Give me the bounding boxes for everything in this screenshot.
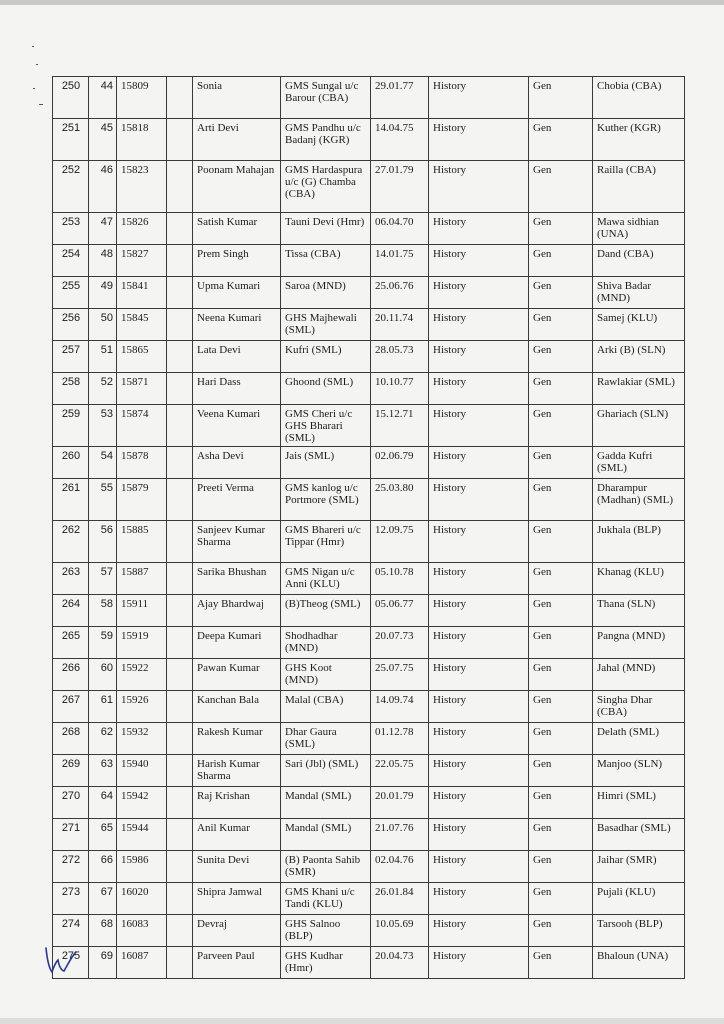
employee-code-cell: 15911	[117, 595, 167, 627]
teacher-name-cell: Pawan Kumar	[193, 659, 281, 691]
subject-cell: History	[429, 851, 529, 883]
employee-code-cell: 15932	[117, 723, 167, 755]
table-row	[53, 787, 685, 819]
table-row	[53, 595, 685, 627]
employee-code-cell: 15826	[117, 213, 167, 245]
blank-cell	[167, 309, 193, 341]
employee-code-cell: 15922	[117, 659, 167, 691]
school-cell: Saroa (MND)	[281, 277, 371, 309]
serial-number-cell: 272	[53, 851, 89, 883]
subject-cell: History	[429, 755, 529, 787]
school-cell: (B)Theog (SML)	[281, 595, 371, 627]
school-cell: Kufri (SML)	[281, 341, 371, 373]
serial-number-cell: 273	[53, 883, 89, 915]
row-number-cell: 59	[89, 627, 117, 659]
subject-cell: History	[429, 341, 529, 373]
date-of-birth-cell: 28.05.73	[371, 341, 429, 373]
employee-code-cell: 15940	[117, 755, 167, 787]
table-row	[53, 723, 685, 755]
teacher-name-cell: Preeti Verma	[193, 479, 281, 521]
row-number-cell: 54	[89, 447, 117, 479]
scan-top-edge	[0, 0, 724, 5]
teacher-name-cell: Satish Kumar	[193, 213, 281, 245]
subject-cell: History	[429, 723, 529, 755]
serial-number-cell: 252	[53, 161, 89, 213]
blank-cell	[167, 373, 193, 405]
blank-cell	[167, 755, 193, 787]
row-number-cell: 60	[89, 659, 117, 691]
category-cell: Gen	[529, 851, 593, 883]
posting-place-cell: Ghariach (SLN)	[593, 405, 685, 447]
teacher-name-cell: Kanchan Bala	[193, 691, 281, 723]
table-row	[53, 479, 685, 521]
employee-code-cell: 15865	[117, 341, 167, 373]
blank-cell	[167, 119, 193, 161]
blank-cell	[167, 787, 193, 819]
row-number-cell: 65	[89, 819, 117, 851]
posting-place-cell: Pangna (MND)	[593, 627, 685, 659]
date-of-birth-cell: 05.10.78	[371, 563, 429, 595]
category-cell: Gen	[529, 563, 593, 595]
employee-code-cell: 15809	[117, 77, 167, 119]
row-number-cell: 50	[89, 309, 117, 341]
teacher-name-cell: Asha Devi	[193, 447, 281, 479]
serial-number-cell: 271	[53, 819, 89, 851]
row-number-cell: 56	[89, 521, 117, 563]
serial-number-cell: 274	[53, 915, 89, 947]
subject-cell: History	[429, 915, 529, 947]
subject-cell: History	[429, 161, 529, 213]
blank-cell	[167, 521, 193, 563]
employee-code-cell: 15942	[117, 787, 167, 819]
teacher-name-cell: Devraj	[193, 915, 281, 947]
date-of-birth-cell: 02.04.76	[371, 851, 429, 883]
table-row	[53, 405, 685, 447]
posting-place-cell: Jaihar (SMR)	[593, 851, 685, 883]
school-cell: Tauni Devi (Hmr)	[281, 213, 371, 245]
subject-cell: History	[429, 309, 529, 341]
category-cell: Gen	[529, 405, 593, 447]
scan-bottom-edge	[0, 1018, 724, 1024]
blank-cell	[167, 691, 193, 723]
employee-code-cell: 16083	[117, 915, 167, 947]
table-row	[53, 659, 685, 691]
school-cell: Tissa (CBA)	[281, 245, 371, 277]
subject-cell: History	[429, 819, 529, 851]
serial-number-cell: 257	[53, 341, 89, 373]
blank-cell	[167, 563, 193, 595]
date-of-birth-cell: 21.07.76	[371, 819, 429, 851]
employee-code-cell: 15878	[117, 447, 167, 479]
table-row	[53, 915, 685, 947]
teacher-name-cell: Sanjeev Kumar Sharma	[193, 521, 281, 563]
category-cell: Gen	[529, 309, 593, 341]
serial-number-cell: 251	[53, 119, 89, 161]
blank-cell	[167, 245, 193, 277]
school-cell: GHS Koot (MND)	[281, 659, 371, 691]
employee-code-cell: 15823	[117, 161, 167, 213]
serial-number-cell: 260	[53, 447, 89, 479]
category-cell: Gen	[529, 277, 593, 309]
subject-cell: History	[429, 521, 529, 563]
school-cell: GHS Salnoo (BLP)	[281, 915, 371, 947]
date-of-birth-cell: 20.01.79	[371, 787, 429, 819]
employee-code-cell: 15986	[117, 851, 167, 883]
table-row	[53, 245, 685, 277]
row-number-cell: 69	[89, 947, 117, 979]
table-row	[53, 563, 685, 595]
serial-number-cell: 266	[53, 659, 89, 691]
teacher-name-cell: Upma Kumari	[193, 277, 281, 309]
category-cell: Gen	[529, 245, 593, 277]
table-row	[53, 755, 685, 787]
category-cell: Gen	[529, 213, 593, 245]
row-number-cell: 44	[89, 77, 117, 119]
posting-place-cell: Thana (SLN)	[593, 595, 685, 627]
category-cell: Gen	[529, 595, 593, 627]
table-row	[53, 691, 685, 723]
category-cell: Gen	[529, 521, 593, 563]
category-cell: Gen	[529, 341, 593, 373]
category-cell: Gen	[529, 373, 593, 405]
table-row	[53, 851, 685, 883]
table-row	[53, 309, 685, 341]
category-cell: Gen	[529, 627, 593, 659]
posting-place-cell: Gadda Kufri (SML)	[593, 447, 685, 479]
school-cell: GMS kanlog u/c Portmore (SML)	[281, 479, 371, 521]
teacher-name-cell: Sonia	[193, 77, 281, 119]
date-of-birth-cell: 12.09.75	[371, 521, 429, 563]
employee-code-cell: 15885	[117, 521, 167, 563]
blank-cell	[167, 915, 193, 947]
date-of-birth-cell: 20.11.74	[371, 309, 429, 341]
row-number-cell: 46	[89, 161, 117, 213]
subject-cell: History	[429, 245, 529, 277]
serial-number-cell: 258	[53, 373, 89, 405]
teacher-name-cell: Veena Kumari	[193, 405, 281, 447]
date-of-birth-cell: 06.04.70	[371, 213, 429, 245]
date-of-birth-cell: 14.04.75	[371, 119, 429, 161]
subject-cell: History	[429, 787, 529, 819]
table-row	[53, 341, 685, 373]
date-of-birth-cell: 02.06.79	[371, 447, 429, 479]
teacher-name-cell: Shipra Jamwal	[193, 883, 281, 915]
serial-number-cell: 255	[53, 277, 89, 309]
row-number-cell: 55	[89, 479, 117, 521]
blank-cell	[167, 77, 193, 119]
row-number-cell: 53	[89, 405, 117, 447]
blank-cell	[167, 213, 193, 245]
posting-place-cell: Jukhala (BLP)	[593, 521, 685, 563]
subject-cell: History	[429, 659, 529, 691]
teacher-name-cell: Hari Dass	[193, 373, 281, 405]
blank-cell	[167, 479, 193, 521]
employee-code-cell: 15879	[117, 479, 167, 521]
blank-cell	[167, 659, 193, 691]
school-cell: Mandal (SML)	[281, 819, 371, 851]
employee-code-cell: 15874	[117, 405, 167, 447]
row-number-cell: 47	[89, 213, 117, 245]
date-of-birth-cell: 20.04.73	[371, 947, 429, 979]
posting-place-cell: Kuther (KGR)	[593, 119, 685, 161]
posting-place-cell: Himri (SML)	[593, 787, 685, 819]
serial-number-cell: 262	[53, 521, 89, 563]
school-cell: GMS Nigan u/c Anni (KLU)	[281, 563, 371, 595]
school-cell: Mandal (SML)	[281, 787, 371, 819]
subject-cell: History	[429, 373, 529, 405]
blank-cell	[167, 277, 193, 309]
school-cell: GMS Pandhu u/c Badanj (KGR)	[281, 119, 371, 161]
table-row	[53, 77, 685, 119]
row-number-cell: 63	[89, 755, 117, 787]
category-cell: Gen	[529, 947, 593, 979]
subject-cell: History	[429, 77, 529, 119]
blank-cell	[167, 595, 193, 627]
posting-place-cell: Singha Dhar (CBA)	[593, 691, 685, 723]
subject-cell: History	[429, 119, 529, 161]
school-cell: Ghoond (SML)	[281, 373, 371, 405]
subject-cell: History	[429, 627, 529, 659]
employee-code-cell: 15827	[117, 245, 167, 277]
serial-number-cell: 259	[53, 405, 89, 447]
serial-number-cell: 268	[53, 723, 89, 755]
teacher-name-cell: Deepa Kumari	[193, 627, 281, 659]
serial-number-cell: 270	[53, 787, 89, 819]
row-number-cell: 61	[89, 691, 117, 723]
teacher-name-cell: Rakesh Kumar	[193, 723, 281, 755]
employee-code-cell: 15841	[117, 277, 167, 309]
school-cell: GHS Kudhar (Hmr)	[281, 947, 371, 979]
row-number-cell: 57	[89, 563, 117, 595]
serial-number-cell: 275	[53, 947, 89, 979]
category-cell: Gen	[529, 447, 593, 479]
row-number-cell: 67	[89, 883, 117, 915]
blank-cell	[167, 883, 193, 915]
date-of-birth-cell: 27.01.79	[371, 161, 429, 213]
posting-place-cell: Chobia (CBA)	[593, 77, 685, 119]
date-of-birth-cell: 22.05.75	[371, 755, 429, 787]
school-cell: GMS Sungal u/c Barour (CBA)	[281, 77, 371, 119]
subject-cell: History	[429, 691, 529, 723]
category-cell: Gen	[529, 479, 593, 521]
date-of-birth-cell: 29.01.77	[371, 77, 429, 119]
posting-place-cell: Shiva Badar (MND)	[593, 277, 685, 309]
posting-place-cell: Arki (B) (SLN)	[593, 341, 685, 373]
serial-number-cell: 267	[53, 691, 89, 723]
blank-cell	[167, 627, 193, 659]
category-cell: Gen	[529, 755, 593, 787]
subject-cell: History	[429, 479, 529, 521]
subject-cell: History	[429, 277, 529, 309]
serial-number-cell: 256	[53, 309, 89, 341]
category-cell: Gen	[529, 161, 593, 213]
row-number-cell: 49	[89, 277, 117, 309]
blank-cell	[167, 405, 193, 447]
row-number-cell: 66	[89, 851, 117, 883]
table-row	[53, 819, 685, 851]
posting-place-cell: Delath (SML)	[593, 723, 685, 755]
row-number-cell: 52	[89, 373, 117, 405]
school-cell: Malal (CBA)	[281, 691, 371, 723]
teacher-name-cell: Prem Singh	[193, 245, 281, 277]
posting-place-cell: Rawlakiar (SML)	[593, 373, 685, 405]
date-of-birth-cell: 01.12.78	[371, 723, 429, 755]
posting-place-cell: Tarsooh (BLP)	[593, 915, 685, 947]
table-row	[53, 521, 685, 563]
category-cell: Gen	[529, 119, 593, 161]
subject-cell: History	[429, 595, 529, 627]
blank-cell	[167, 341, 193, 373]
employee-code-cell: 15926	[117, 691, 167, 723]
subject-cell: History	[429, 447, 529, 479]
initials-signature	[40, 940, 80, 980]
school-cell: GHS Majhewali (SML)	[281, 309, 371, 341]
subject-cell: History	[429, 405, 529, 447]
table-row	[53, 947, 685, 979]
school-cell: (B) Paonta Sahib (SMR)	[281, 851, 371, 883]
school-cell: GMS Cheri u/c GHS Bharari (SML)	[281, 405, 371, 447]
posting-place-cell: Bhaloun (UNA)	[593, 947, 685, 979]
serial-number-cell: 263	[53, 563, 89, 595]
row-number-cell: 48	[89, 245, 117, 277]
school-cell: GMS Hardaspura u/c (G) Chamba (CBA)	[281, 161, 371, 213]
teacher-name-cell: Harish Kumar Sharma	[193, 755, 281, 787]
school-cell: Dhar Gaura (SML)	[281, 723, 371, 755]
employee-code-cell: 15845	[117, 309, 167, 341]
scan-specks	[30, 42, 50, 112]
employee-code-cell: 15818	[117, 119, 167, 161]
blank-cell	[167, 447, 193, 479]
date-of-birth-cell: 26.01.84	[371, 883, 429, 915]
category-cell: Gen	[529, 659, 593, 691]
posting-place-cell: Dharampur (Madhan) (SML)	[593, 479, 685, 521]
posting-place-cell: Dand (CBA)	[593, 245, 685, 277]
serial-number-cell: 253	[53, 213, 89, 245]
posting-place-cell: Pujali (KLU)	[593, 883, 685, 915]
posting-place-cell: Mawa sidhian (UNA)	[593, 213, 685, 245]
posting-place-cell: Jahal (MND)	[593, 659, 685, 691]
table-row	[53, 161, 685, 213]
category-cell: Gen	[529, 77, 593, 119]
row-number-cell: 62	[89, 723, 117, 755]
school-cell: GMS Bhareri u/c Tippar (Hmr)	[281, 521, 371, 563]
employee-code-cell: 15871	[117, 373, 167, 405]
employee-code-cell: 15887	[117, 563, 167, 595]
blank-cell	[167, 819, 193, 851]
blank-cell	[167, 723, 193, 755]
date-of-birth-cell: 10.10.77	[371, 373, 429, 405]
posting-place-cell: Railla (CBA)	[593, 161, 685, 213]
date-of-birth-cell: 10.05.69	[371, 915, 429, 947]
teacher-name-cell: Ajay Bhardwaj	[193, 595, 281, 627]
category-cell: Gen	[529, 787, 593, 819]
category-cell: Gen	[529, 883, 593, 915]
row-number-cell: 45	[89, 119, 117, 161]
teacher-list-table	[52, 76, 685, 979]
teacher-name-cell: Lata Devi	[193, 341, 281, 373]
serial-number-cell: 250	[53, 77, 89, 119]
school-cell: GMS Khani u/c Tandi (KLU)	[281, 883, 371, 915]
table-body	[53, 77, 685, 979]
row-number-cell: 51	[89, 341, 117, 373]
serial-number-cell: 261	[53, 479, 89, 521]
blank-cell	[167, 851, 193, 883]
subject-cell: History	[429, 947, 529, 979]
row-number-cell: 58	[89, 595, 117, 627]
teacher-name-cell: Parveen Paul	[193, 947, 281, 979]
serial-number-cell: 264	[53, 595, 89, 627]
school-cell: Jais (SML)	[281, 447, 371, 479]
date-of-birth-cell: 20.07.73	[371, 627, 429, 659]
teacher-name-cell: Anil Kumar	[193, 819, 281, 851]
subject-cell: History	[429, 563, 529, 595]
teacher-name-cell: Poonam Mahajan	[193, 161, 281, 213]
school-cell: Shodhadhar (MND)	[281, 627, 371, 659]
teacher-name-cell: Raj Krishan	[193, 787, 281, 819]
table-row	[53, 277, 685, 309]
employee-code-cell: 16020	[117, 883, 167, 915]
date-of-birth-cell: 15.12.71	[371, 405, 429, 447]
date-of-birth-cell: 05.06.77	[371, 595, 429, 627]
category-cell: Gen	[529, 819, 593, 851]
teacher-name-cell: Sunita Devi	[193, 851, 281, 883]
date-of-birth-cell: 25.07.75	[371, 659, 429, 691]
serial-number-cell: 265	[53, 627, 89, 659]
teacher-name-cell: Neena Kumari	[193, 309, 281, 341]
table-row	[53, 213, 685, 245]
table-row	[53, 627, 685, 659]
teacher-name-cell: Arti Devi	[193, 119, 281, 161]
category-cell: Gen	[529, 723, 593, 755]
blank-cell	[167, 161, 193, 213]
posting-place-cell: Samej (KLU)	[593, 309, 685, 341]
subject-cell: History	[429, 213, 529, 245]
serial-number-cell: 269	[53, 755, 89, 787]
school-cell: Sari (Jbl) (SML)	[281, 755, 371, 787]
subject-cell: History	[429, 883, 529, 915]
posting-place-cell: Manjoo (SLN)	[593, 755, 685, 787]
table-row	[53, 373, 685, 405]
employee-code-cell: 16087	[117, 947, 167, 979]
date-of-birth-cell: 14.01.75	[371, 245, 429, 277]
table-row	[53, 119, 685, 161]
employee-code-cell: 15944	[117, 819, 167, 851]
table-row	[53, 883, 685, 915]
row-number-cell: 64	[89, 787, 117, 819]
teacher-name-cell: Sarika Bhushan	[193, 563, 281, 595]
blank-cell	[167, 947, 193, 979]
date-of-birth-cell: 25.03.80	[371, 479, 429, 521]
serial-number-cell: 254	[53, 245, 89, 277]
date-of-birth-cell: 14.09.74	[371, 691, 429, 723]
date-of-birth-cell: 25.06.76	[371, 277, 429, 309]
category-cell: Gen	[529, 915, 593, 947]
employee-code-cell: 15919	[117, 627, 167, 659]
posting-place-cell: Basadhar (SML)	[593, 819, 685, 851]
category-cell: Gen	[529, 691, 593, 723]
table-row	[53, 447, 685, 479]
posting-place-cell: Khanag (KLU)	[593, 563, 685, 595]
row-number-cell: 68	[89, 915, 117, 947]
